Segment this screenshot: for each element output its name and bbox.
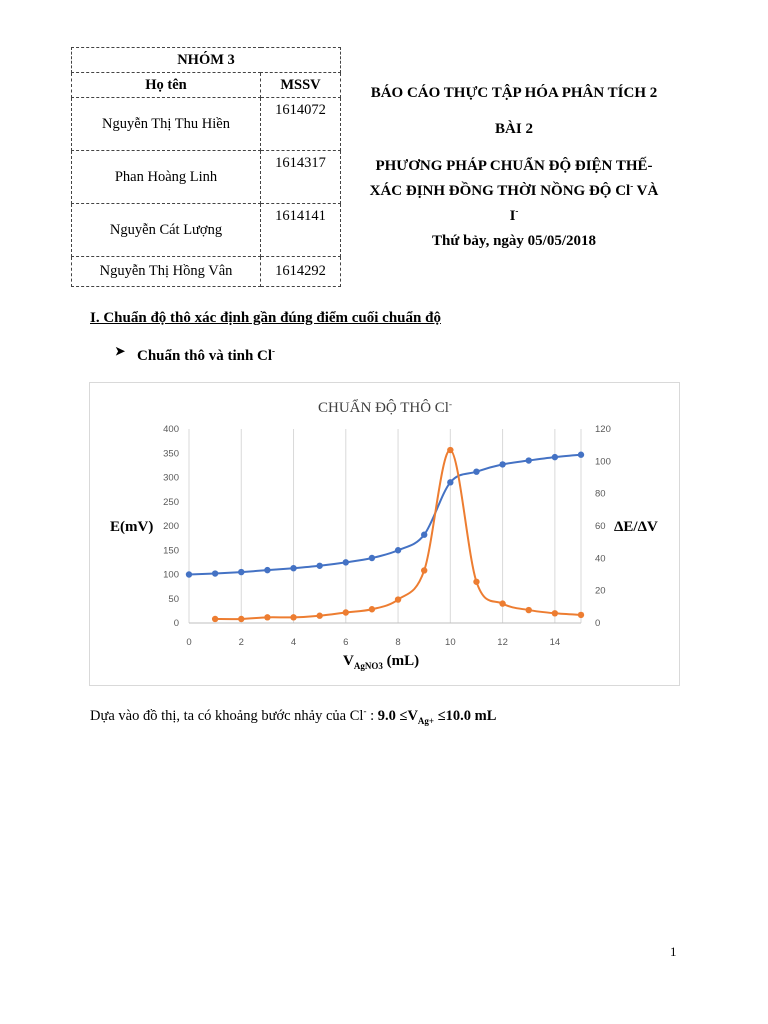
data-point xyxy=(578,612,584,618)
col-header-id: MSSV xyxy=(261,73,341,98)
topic-title xyxy=(346,156,682,226)
table-row xyxy=(72,151,341,204)
member-name: Nguyễn Thị Thu Hiền xyxy=(72,98,261,151)
y-left-tick-label: 100 xyxy=(163,569,179,581)
table-row xyxy=(72,204,341,257)
conclusion-text: Dựa vào đồ thị, ta có khoảng bước nhảy của Cl- : $9.0 \le V_{Ag+} \le 10.0$ mL xyxy=(90,706,497,726)
table-row xyxy=(72,257,341,287)
data-point xyxy=(316,563,322,569)
member-id: 1614141 xyxy=(261,204,341,257)
topic-line-3: I- xyxy=(509,206,519,224)
x-tick-label: 4 xyxy=(290,637,297,648)
member-name: Phan Hoàng Linh xyxy=(72,151,261,204)
data-point xyxy=(499,600,505,606)
jump-range: $9.0 \le V_{Ag+} \le 10.0$ mL xyxy=(377,707,497,726)
y-left-tick-label: 250 xyxy=(163,496,179,508)
table-row xyxy=(72,98,341,151)
data-point xyxy=(552,610,558,616)
data-point xyxy=(264,614,270,620)
member-id: 1614292 xyxy=(261,257,341,287)
group-table xyxy=(71,47,341,287)
y-left-tick-label: 350 xyxy=(163,448,179,460)
y-left-tick-label: 0 xyxy=(173,618,179,629)
section-heading: I. Chuẩn độ thô xác định gần đúng điểm cuối chuẩn độ xyxy=(90,310,441,326)
y-left-tick-label: 50 xyxy=(168,593,179,605)
bullet-text: Chuẩn thô và tinh Cl xyxy=(137,348,273,364)
data-point xyxy=(238,616,244,622)
topic-line-1: PHƯƠNG PHÁP CHUẨN ĐỘ ĐIỆN THẾ- xyxy=(375,158,653,174)
data-point xyxy=(421,567,427,573)
page-number: 1 xyxy=(670,944,677,959)
topic-line-2: XÁC ĐỊNH ĐỒNG THỜI NỒNG ĐỘ Cl- VÀ xyxy=(369,181,659,199)
y-right-tick-label: 100 xyxy=(595,456,611,468)
data-point xyxy=(499,461,505,467)
member-name: Nguyễn Thị Hồng Vân xyxy=(72,257,261,287)
y-left-tick-label: 300 xyxy=(163,472,179,484)
y-axis-right-label: ΔE/ΔV xyxy=(614,519,658,535)
x-tick-label: 8 xyxy=(395,637,401,648)
y-right-tick-label: 60 xyxy=(595,521,606,532)
data-point xyxy=(343,609,349,615)
data-point xyxy=(447,447,453,453)
data-point xyxy=(526,607,532,613)
x-tick-label: 10 xyxy=(445,637,456,648)
data-point xyxy=(369,606,375,612)
x-tick-label: 14 xyxy=(549,637,561,648)
chart-title: CHUẨN ĐỘ THÔ Cl- xyxy=(318,399,452,416)
y-left-tick-label: 150 xyxy=(163,545,179,557)
member-name: Nguyễn Cát Lượng xyxy=(72,204,261,257)
report-title: BÁO CÁO THỰC TẬP HÓA PHÂN TÍCH 2 xyxy=(370,85,658,101)
titration-chart xyxy=(90,383,679,685)
data-point xyxy=(421,532,427,538)
series-line-potential xyxy=(189,455,581,575)
data-point xyxy=(316,613,322,619)
arrow-bullet-icon: ➤ xyxy=(115,344,126,358)
y-right-tick-label: 120 xyxy=(595,424,611,435)
member-id: 1614072 xyxy=(261,98,341,151)
data-point xyxy=(186,571,192,577)
data-point xyxy=(473,579,479,585)
data-point xyxy=(447,479,453,485)
data-point xyxy=(473,468,479,474)
report-date: Thứ bảy, ngày 05/05/2018 xyxy=(431,233,597,249)
col-header-name: Họ tên xyxy=(72,73,261,98)
y-right-tick-label: 80 xyxy=(595,488,606,500)
chart-frame xyxy=(89,382,680,686)
data-point xyxy=(212,570,218,576)
x-tick-label: 6 xyxy=(343,637,349,648)
lesson-number: BÀI 2 xyxy=(495,121,533,137)
data-point xyxy=(526,457,532,463)
data-point xyxy=(238,569,244,575)
data-point xyxy=(290,614,296,620)
y-axis-left-label: E(mV) xyxy=(110,519,154,535)
y-left-tick-label: 200 xyxy=(163,521,179,532)
data-point xyxy=(343,559,349,565)
data-point xyxy=(264,567,270,573)
x-tick-label: 0 xyxy=(186,637,192,648)
data-point xyxy=(290,565,296,571)
y-right-tick-label: 20 xyxy=(595,585,606,597)
plot-area xyxy=(163,424,611,648)
y-left-tick-label: 400 xyxy=(163,424,179,435)
data-point xyxy=(552,454,558,460)
x-tick-label: 2 xyxy=(238,637,244,648)
member-id: 1614317 xyxy=(261,151,341,204)
data-point xyxy=(212,616,218,622)
y-right-tick-label: 40 xyxy=(595,553,606,565)
data-point xyxy=(369,555,375,561)
y-right-tick-label: 0 xyxy=(595,618,601,629)
data-point xyxy=(395,596,401,602)
x-axis-label: $V_{AgNO3}$ (mL) xyxy=(343,653,420,671)
x-tick-label: 12 xyxy=(497,637,508,648)
data-point xyxy=(578,452,584,458)
group-name: NHÓM 3 xyxy=(72,48,341,73)
data-point xyxy=(395,547,401,553)
